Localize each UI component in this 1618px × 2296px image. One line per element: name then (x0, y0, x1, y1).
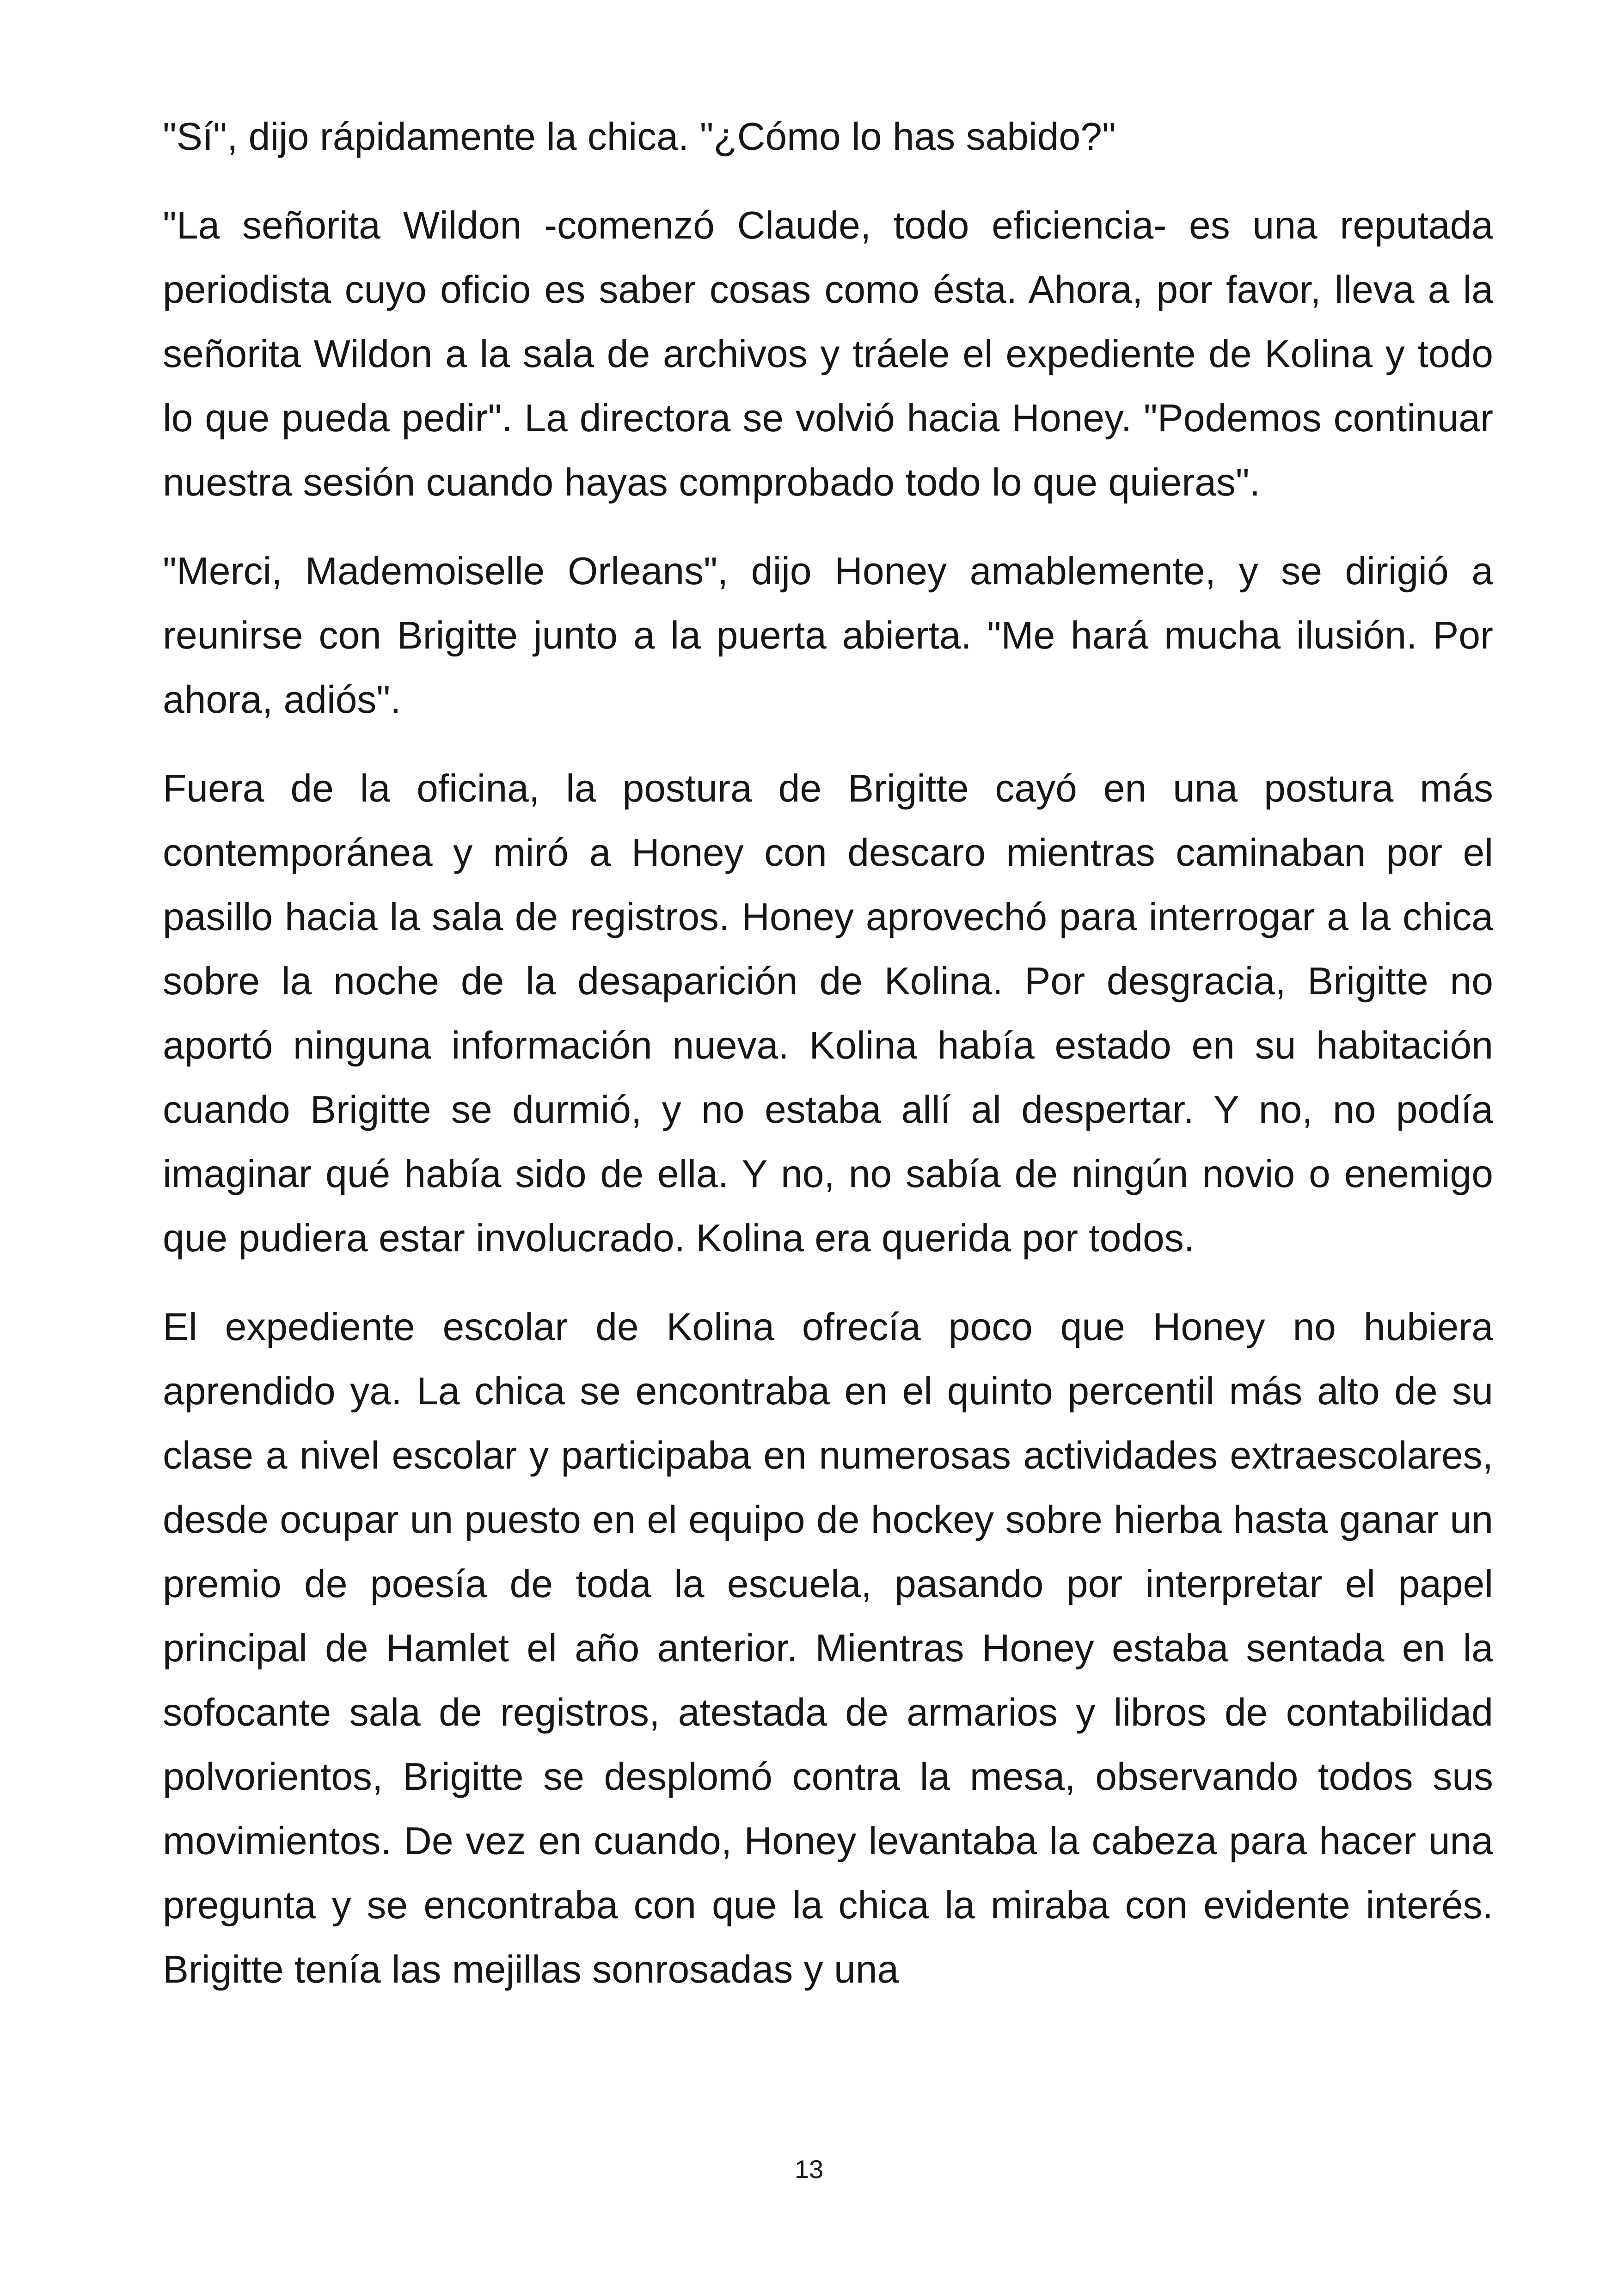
paragraph: "Merci, Mademoiselle Orleans", dijo Honey amablemente, y se dirigió a reunirse con Brigitte junto a la puerta abierta. "Me hará mucha ilusión. Por ahora, adiós". (163, 549, 1493, 721)
body-text (163, 104, 1493, 2002)
page-number: 13 (794, 2155, 824, 2184)
paragraph: "La señorita Wildon -comenzó Claude, todo eficiencia- es una reputada periodista cuyo oficio es saber cosas como ésta. Ahora, por favor, lleva a la señorita Wildon a la sala de archivos y tráele el expediente de Kolina y todo lo que pueda pedir". La directora se volvió hacia Honey. "Podemos continuar nuestra sesión cuando hayas comprobado todo lo que quieras". (163, 203, 1493, 504)
paragraph: Fuera de la oficina, la postura de Brigitte cayó en una postura más contemporánea y miró a Honey con descaro mientras caminaban por el pasillo hacia la sala de registros. Honey aprovechó para interrogar a la chica sobre la noche de la desaparición de Kolina. Por desgracia, Brigitte no aportó ninguna información nueva. Kolina había estado en su habitación cuando Brigitte se durmió, y no estaba allí al despertar. Y no, no podía imaginar qué había sido de ella. Y no, no sabía de ningún novio o enemigo que pudiera estar involucrado. Kolina era querida por todos. (163, 766, 1493, 1260)
paragraph: "Sí", dijo rápidamente la chica. "¿Cómo lo has sabido?" (163, 115, 1116, 158)
paragraph: El expediente escolar de Kolina ofrecía poco que Honey no hubiera aprendido ya. La chica se encontraba en el quinto percentil más alto de su clase a nivel escolar y participaba en numerosas actividades extraescolares, desde ocupar un puesto en el equipo de hockey sobre hierba hasta ganar un premio de poesía de toda la escuela, pasando por interpretar el papel principal de Hamlet el año anterior. Mientras Honey estaba sentada en la sofocante sala de registros, atestada de armarios y libros de contabilidad polvorientos, Brigitte se desplomó contra la mesa, observando todos sus movimientos. De vez en cuando, Honey levantaba la cabeza para hacer una pregunta y se encontraba con que la chica la miraba con evidente interés. Brigitte tenía las mejillas sonrosadas y una (163, 1305, 1493, 1991)
